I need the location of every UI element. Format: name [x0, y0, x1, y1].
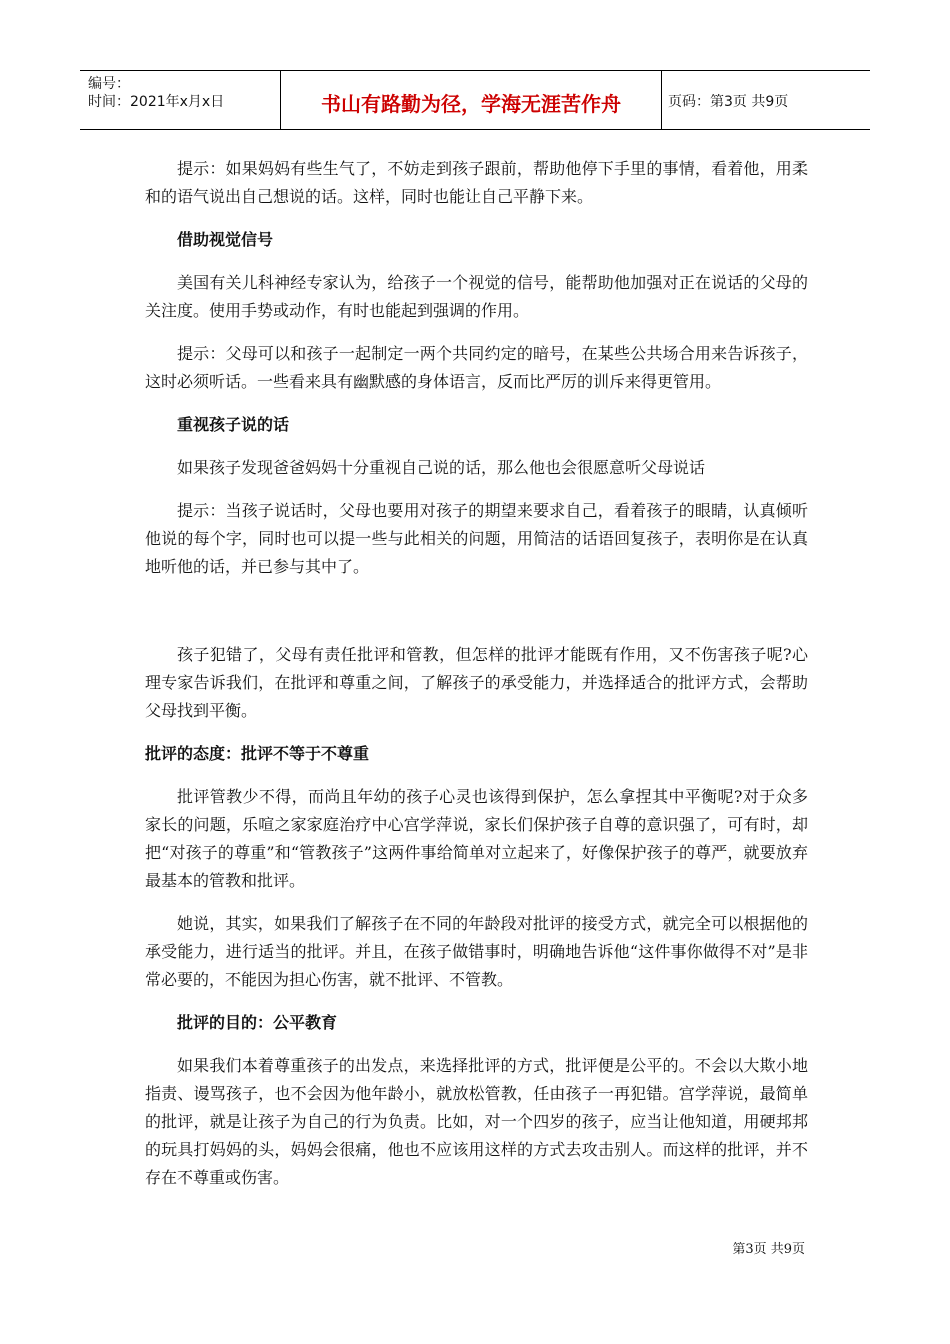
paragraph: 孩子犯错了，父母有责任批评和管教，但怎样的批评才能既有作用，又不伤害孩子呢?心理专家告诉我们，在批评和尊重之间，了解孩子的承受能力，并选择适合的批评方式，会帮助父母找到平衡。 [145, 645, 808, 720]
paragraph: 提示：当孩子说话时，父母也要用对孩子的期望来要求自己，看着孩子的眼睛，认真倾听他说的每个字，同时也可以提一些与此相关的问题，用简洁的话语回复孩子，表明你是在认真地听他的话，并已参与其中了。 [145, 501, 808, 576]
paragraph: 提示：如果妈妈有些生气了，不妨走到孩子跟前，帮助他停下手里的事情，看着他，用柔和的语气说出自己想说的话。这样，同时也能让自己平静下来。 [145, 159, 808, 206]
paragraph: 提示：父母可以和孩子一起制定一两个共同约定的暗号，在某些公共场合用来告诉孩子，这时必须听话。一些看来具有幽默感的身体语言，反而比严厉的训斥来得更管用。 [145, 344, 808, 391]
paragraph: 美国有关儿科神经专家认为，给孩子一个视觉的信号，能帮助他加强对正在说话的父母的关注度。使用手势或动作，有时也能起到强调的作用。 [145, 273, 808, 320]
paragraph: 批评管教少不得，而尚且年幼的孩子心灵也该得到保护，怎么拿捏其中平衡呢?对于众多家长的问题，乐喧之家家庭治疗中心宫学萍说，家长们保护孩子自尊的意识强了，可有时，却把“对孩子的尊重”和“管教孩子”这两件事给简单对立起来了，好像保护孩子的尊严，就要放弃最基本的管教和批评。 [145, 787, 808, 890]
header-motto-cell [281, 71, 662, 129]
header-page-cell [662, 71, 870, 129]
section-heading: 批评的态度：批评不等于不尊重 [145, 744, 370, 763]
blank-spacer [145, 596, 808, 641]
paragraph: 她说，其实，如果我们了解孩子在不同的年龄段对批评的接受方式，就完全可以根据他的承受能力，进行适当的批评。并且，在孩子做错事时，明确地告诉他“这件事你做得不对”是非常必要的，不能因为担心伤害，就不批评、不管教。 [145, 914, 808, 989]
header-motto: 书山有路勤为径，学海无涯苦作舟 [321, 92, 621, 116]
section-heading: 批评的目的：公平教育 [177, 1013, 338, 1032]
page-footer-number: 第3页 共9页 [732, 1242, 805, 1257]
document-number-label: 编号： [88, 76, 130, 92]
section-heading: 借助视觉信号 [177, 230, 274, 249]
header-page-number: 页码：第3页 共9页 [668, 94, 789, 110]
document-body [145, 155, 808, 1207]
header-meta-cell [80, 71, 281, 129]
document-time-label: 时间：2021年x月x日 [88, 94, 225, 110]
paragraph: 如果孩子发现爸爸妈妈十分重视自己说的话，那么他也会很愿意听父母说话 [177, 458, 706, 477]
section-heading: 重视孩子说的话 [177, 415, 290, 434]
page-header [80, 70, 870, 130]
paragraph: 如果我们本着尊重孩子的出发点，来选择批评的方式，批评便是公平的。不会以大欺小地指责、谩骂孩子，也不会因为他年龄小，就放松管教，任由孩子一再犯错。宫学萍说，最简单的批评，就是让孩子为自己的行为负责。比如，对一个四岁的孩子，应当让他知道，用硬邦邦的玩具打妈妈的头，妈妈会很痛，他也不应该用这样的方式去攻击别人。而这样的批评，并不存在不尊重或伤害。 [145, 1056, 808, 1187]
